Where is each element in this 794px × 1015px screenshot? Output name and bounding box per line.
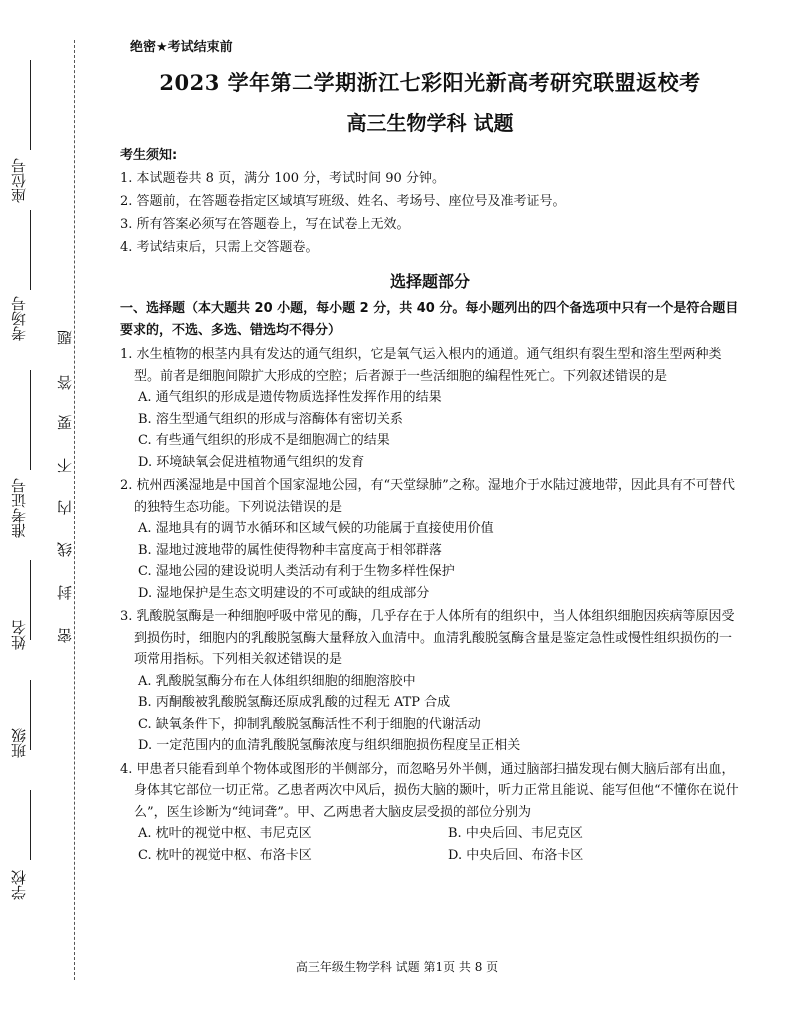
seal-char: 题 xyxy=(56,330,74,345)
question-option: A. 枕叶的视觉中枢、韦尼克区 xyxy=(138,826,312,841)
question-option: A. 湿地具有的调节水循环和区域气候的功能属于直接使用价值 xyxy=(138,521,494,536)
question-stem: 4. 甲患者只能看到单个物体或图形的半侧部分，而忽略另外半侧，通过脑部扫描发现右侧大脑后部有出血，身体其它部位一切正常。乙患者两次中风后，损伤大脑的颞叶，听力正常且能说、能写但他“不懂你在说什么”，医生诊断为“纯词聋”。甲、乙两患者大脑皮层受损的部位分别为 xyxy=(120,761,739,820)
question-option: B. 溶生型通气组织的形成与溶酶体有密切关系 xyxy=(138,411,403,427)
class-label: 班级 xyxy=(10,728,28,758)
secret-marker: 绝密★考试结束前 xyxy=(130,40,233,55)
section-intro: 一、选择题（本大题共 20 小题，每小题 2 分，共 40 分。每小题列出的四个备选项中只有一个是符合题目要求的，不选、多选、错选均不得分） xyxy=(120,301,739,338)
seal-char: 不 xyxy=(56,458,74,473)
question-stem: 3. 乳酸脱氢酶是一种细胞呼吸中常见的酶，几乎存在于人体所有的组织中，当人体组织细胞因疾病等原因受到损伤时，细胞内的乳酸脱氢酶大量释放入血清中。血清乳酸脱氢酶含量是鉴定急性或慢性组织损伤的一项常用指标。下列相关叙述错误的是 xyxy=(120,609,735,667)
question-option: B. 湿地过渡地带的属性使得物种丰富度高于相邻群落 xyxy=(138,542,442,558)
question-option: D. 湿地保护是生态文明建设的不可或缺的组成部分 xyxy=(138,585,430,601)
question-stem: 2. 杭州西溪湿地是中国首个国家湿地公园，有“天堂绿肺”之称。湿地介于水陆过渡地带，因此具有不可替代的独特生态功能。下列说法错误的是 xyxy=(120,478,735,515)
seal-char: 内 xyxy=(56,500,74,515)
notice-item: 4. 考试结束后，只需上交答题卷。 xyxy=(120,240,319,255)
question-option: B. 丙酮酸被乳酸脱氢酶还原成乳酸的过程无 ATP 合成 xyxy=(138,695,451,710)
binding-strip xyxy=(0,0,118,1015)
admission-line xyxy=(30,370,31,470)
seal-char: 密 xyxy=(56,628,74,643)
notice-block xyxy=(120,144,740,259)
school-line xyxy=(30,790,31,860)
question-stem: 1. 水生植物的根茎内具有发达的通气组织，它是氧气运入根内的通道。通气组织有裂生型和溶生型两种类型。前者是细胞间隙扩大形成的空腔；后者源于一些活细胞的编程性死亡。下列叙述错误的是 xyxy=(120,347,722,384)
question-4 xyxy=(120,759,740,867)
section-title: 选择题部分 xyxy=(389,272,470,291)
question-option: C. 枕叶的视觉中枢、布洛卡区 xyxy=(138,847,312,863)
exam-page xyxy=(120,36,740,866)
seal-char: 要 xyxy=(56,415,74,430)
notice-item: 3. 所有答案必须写在答题卷上，写在试卷上无效。 xyxy=(120,217,410,232)
seal-char: 封 xyxy=(56,585,74,600)
question-2 xyxy=(120,475,740,604)
page-title: 2023 学年第二学期浙江七彩阳光新高考研究联盟返校考 xyxy=(159,70,701,95)
question-option: C. 湿地公园的建设说明人类活动有利于生物多样性保护 xyxy=(138,564,455,579)
name-label: 姓名 xyxy=(10,620,28,650)
question-option: A. 乳酸脱氢酶分布在人体组织细胞的细胞溶胶中 xyxy=(138,673,416,689)
question-option: B. 中央后回、韦尼克区 xyxy=(448,826,583,841)
exam-room-label: 考场号 xyxy=(10,296,28,341)
notice-title: 考生须知: xyxy=(120,148,178,163)
notice-item: 1. 本试题卷共 8 页，满分 100 分，考试时间 90 分钟。 xyxy=(120,171,445,186)
exam-room-line xyxy=(30,210,31,290)
name-line xyxy=(30,560,31,640)
page-footer: 高三年级生物学科 试题 第1页 共 8 页 xyxy=(295,960,499,974)
admission-label: 准考证号 xyxy=(10,478,28,538)
seat-label: 座位号 xyxy=(10,158,28,203)
class-line xyxy=(30,680,31,750)
question-option: A. 通气组织的形成是遗传物质选择性发挥作用的结果 xyxy=(138,390,442,405)
question-option: C. 有些通气组织的形成不是细胞凋亡的结果 xyxy=(138,433,390,448)
page-subtitle: 高三生物学科 试题 xyxy=(346,111,514,135)
question-3 xyxy=(120,606,740,757)
question-option: D. 中央后回、布洛卡区 xyxy=(448,847,584,863)
question-option: D. 一定范围内的血清乳酸脱氢酶浓度与组织细胞损伤程度呈正相关 xyxy=(138,738,521,753)
seal-char: 线 xyxy=(56,542,74,557)
question-option: C. 缺氧条件下，抑制乳酸脱氢酶活性不利于细胞的代谢活动 xyxy=(138,716,481,732)
question-1 xyxy=(120,344,740,473)
question-options-grid xyxy=(120,823,740,866)
seat-line xyxy=(30,60,31,150)
question-option: D. 环境缺氧会促进植物通气组织的发育 xyxy=(138,454,365,470)
notice-item: 2. 答题前，在答题卷指定区域填写班级、姓名、考场号、座位号及准考证号。 xyxy=(120,194,566,209)
school-label: 学校 xyxy=(10,870,28,900)
seal-char: 答 xyxy=(56,375,74,390)
